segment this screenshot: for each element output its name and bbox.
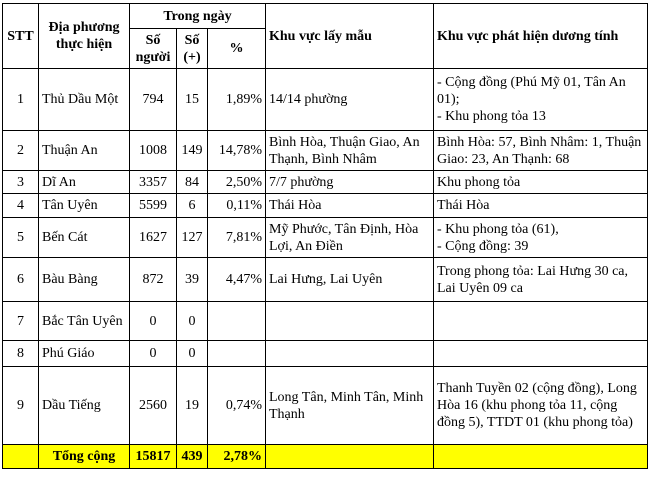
header-in-day: Trong ngày xyxy=(130,4,266,29)
cell-percent: 0,74% xyxy=(208,367,266,445)
cell-locality: Phú Giáo xyxy=(39,341,130,367)
cell-positive: 84 xyxy=(177,171,208,194)
cell-positive: 15 xyxy=(177,69,208,131)
cell-locality: Bến Cát xyxy=(39,218,130,258)
cell-positive: 19 xyxy=(177,367,208,445)
cell-people: 872 xyxy=(130,258,177,302)
cell-percent: 2,50% xyxy=(208,171,266,194)
cell-sampling-area xyxy=(266,302,434,341)
total-sampling-empty xyxy=(266,445,434,469)
cell-percent: 1,89% xyxy=(208,69,266,131)
cell-positive-area xyxy=(434,302,648,341)
cell-sampling-area: 7/7 phường xyxy=(266,171,434,194)
header-row-1 xyxy=(3,4,648,29)
cell-percent: 4,47% xyxy=(208,258,266,302)
table-row xyxy=(3,302,648,341)
total-label: Tổng cộng xyxy=(39,445,130,469)
cell-sampling-area: Lai Hưng, Lai Uyên xyxy=(266,258,434,302)
cell-positive: 0 xyxy=(177,302,208,341)
cell-locality: Bàu Bàng xyxy=(39,258,130,302)
table-row xyxy=(3,218,648,258)
report-table-wrapper xyxy=(2,3,648,469)
cell-sampling-area: Long Tân, Minh Tân, Minh Thạnh xyxy=(266,367,434,445)
cell-positive-area: - Khu phong tỏa (61), - Cộng đồng: 39 xyxy=(434,218,648,258)
total-positive: 439 xyxy=(177,445,208,469)
cell-stt: 5 xyxy=(3,218,39,258)
cell-positive-area: - Cộng đồng (Phú Mỹ 01, Tân An 01); - Khu phong tỏa 13 xyxy=(434,69,648,131)
cell-sampling-area: Mỹ Phước, Tân Định, Hòa Lợi, An Điền xyxy=(266,218,434,258)
cell-people: 1008 xyxy=(130,131,177,171)
header-positive-area: Khu vực phát hiện dương tính xyxy=(434,4,648,69)
total-people: 15817 xyxy=(130,445,177,469)
header-locality: Địa phương thực hiện xyxy=(39,4,130,69)
total-row xyxy=(3,445,648,469)
cell-locality: Dầu Tiếng xyxy=(39,367,130,445)
cell-positive-area: Bình Hòa: 57, Bình Nhâm: 1, Thuận Giao: 23, An Thạnh: 68 xyxy=(434,131,648,171)
cell-percent: 0,11% xyxy=(208,194,266,218)
table-row xyxy=(3,131,648,171)
cell-positive: 127 xyxy=(177,218,208,258)
cell-positive: 149 xyxy=(177,131,208,171)
cell-stt: 6 xyxy=(3,258,39,302)
cell-sampling-area: Thái Hòa xyxy=(266,194,434,218)
cell-percent xyxy=(208,302,266,341)
table-row xyxy=(3,69,648,131)
cell-sampling-area: 14/14 phường xyxy=(266,69,434,131)
cell-positive: 39 xyxy=(177,258,208,302)
cell-stt: 9 xyxy=(3,367,39,445)
table-row xyxy=(3,367,648,445)
cell-stt: 3 xyxy=(3,171,39,194)
cell-locality: Tân Uyên xyxy=(39,194,130,218)
cell-positive-area: Khu phong tỏa xyxy=(434,171,648,194)
cell-people: 2560 xyxy=(130,367,177,445)
cell-people: 3357 xyxy=(130,171,177,194)
cell-positive-area xyxy=(434,341,648,367)
cell-stt: 8 xyxy=(3,341,39,367)
testing-report-table xyxy=(2,3,648,469)
cell-stt: 4 xyxy=(3,194,39,218)
cell-positive-area: Thanh Tuyền 02 (cộng đồng), Long Hòa 16 (khu phong tỏa 11, cộng đồng 5), TTDT 01 (khu phong tỏa) xyxy=(434,367,648,445)
table-row xyxy=(3,341,648,367)
cell-percent: 14,78% xyxy=(208,131,266,171)
header-percent: % xyxy=(208,29,266,69)
cell-people: 5599 xyxy=(130,194,177,218)
total-positive-area-empty xyxy=(434,445,648,469)
cell-people: 0 xyxy=(130,302,177,341)
cell-positive: 0 xyxy=(177,341,208,367)
cell-percent xyxy=(208,341,266,367)
cell-locality: Dĩ An xyxy=(39,171,130,194)
table-row xyxy=(3,171,648,194)
cell-percent: 7,81% xyxy=(208,218,266,258)
header-stt: STT xyxy=(3,4,39,69)
cell-stt: 2 xyxy=(3,131,39,171)
cell-positive-area: Thái Hòa xyxy=(434,194,648,218)
header-sampling-area: Khu vực lấy mẫu xyxy=(266,4,434,69)
cell-locality: Thuận An xyxy=(39,131,130,171)
cell-positive-area: Trong phong tỏa: Lai Hưng 30 ca, Lai Uyên 09 ca xyxy=(434,258,648,302)
cell-people: 0 xyxy=(130,341,177,367)
cell-locality: Bắc Tân Uyên xyxy=(39,302,130,341)
cell-stt: 7 xyxy=(3,302,39,341)
header-positive: Số (+) xyxy=(177,29,208,69)
cell-people: 794 xyxy=(130,69,177,131)
table-row xyxy=(3,258,648,302)
table-row xyxy=(3,194,648,218)
total-stt-empty xyxy=(3,445,39,469)
header-people: Số người xyxy=(130,29,177,69)
cell-stt: 1 xyxy=(3,69,39,131)
total-percent: 2,78% xyxy=(208,445,266,469)
cell-people: 1627 xyxy=(130,218,177,258)
cell-sampling-area xyxy=(266,341,434,367)
cell-positive: 6 xyxy=(177,194,208,218)
cell-locality: Thủ Dầu Một xyxy=(39,69,130,131)
cell-sampling-area: Bình Hòa, Thuận Giao, An Thạnh, Bình Nhâm xyxy=(266,131,434,171)
